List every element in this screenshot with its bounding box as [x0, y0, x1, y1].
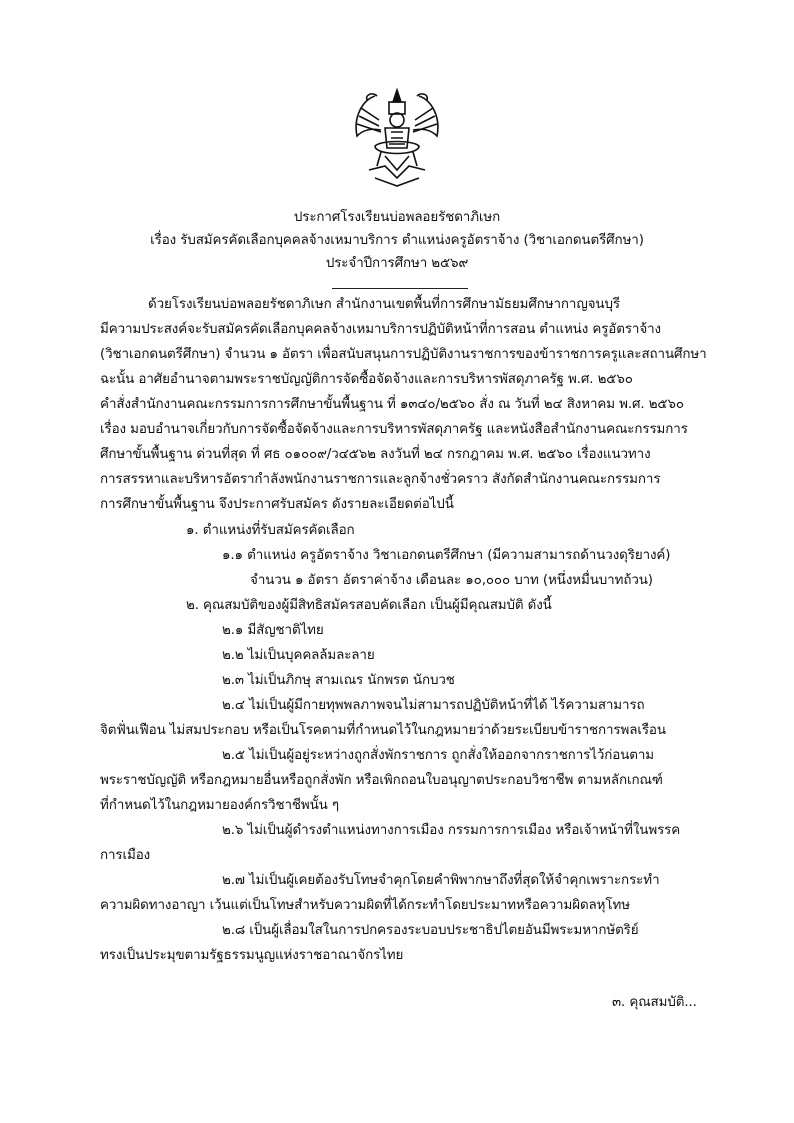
qualification-2-8-line-2: ทรงเป็นประมุขตามรัฐธรรมนูญแห่งราชอาณาจักรไทย: [100, 948, 404, 963]
qualification-2-2: ๒.๒ ไม่เป็นบุคคลล้มละลาย: [222, 648, 375, 663]
continuation-marker: ๓. คุณสมบัติ...: [612, 995, 697, 1010]
intro-line-5: คำสั่งสำนักงานคณะกรรมการการศึกษาขั้นพื้นฐาน ที่ ๑๓๔๐/๒๕๖๐ สั่ง ณ วันที่ ๒๔ สิงหาคม พ.ศ. ๒๕๖๐: [100, 397, 684, 412]
intro-line-6: เรื่อง มอบอำนาจเกี่ยวกับการจัดซื้อจัดจ้างและการบริหารพัสดุภาครัฐ และหนังสือสำนักงานคณะกรรมการ: [100, 422, 688, 437]
intro-line-2: มีความประสงค์จะรับสมัครคัดเลือกบุคคลจ้างเหมาบริการปฏิบัติหน้าที่การสอน ตำแหน่ง ครูอัตราจ้าง: [100, 322, 661, 337]
qualification-2-6-line-2: การเมือง: [100, 848, 151, 863]
academic-year-line: ประจำปีการศึกษา ๒๕๖๙: [325, 256, 469, 271]
qualification-2-1: ๒.๑ มีสัญชาติไทย: [222, 623, 324, 638]
garuda-emblem-icon: [345, 86, 449, 194]
qualification-2-5-line-2: พระราชบัญญัติ หรือกฎหมายอื่นหรือถูกสั่งพัก หรือเพิกถอนใบอนุญาตประกอบวิชาชีพ ตามหลักเกณฑ์: [100, 773, 663, 788]
intro-line-3: (วิชาเอกดนตรีศึกษา) จำนวน ๑ อัตรา เพื่อสนับสนุนการปฏิบัติงานราชการของข้าราชการครูและสถานศึกษา: [100, 347, 707, 362]
intro-line-1: ด้วยโรงเรียนบ่อพลอยรัชดาภิเษก สำนักงานเขตพื้นที่การศึกษามัธยมศึกษากาญจนบุรี: [148, 297, 620, 312]
qualification-2-5-line-3: ที่กำหนดไว้ในกฎหมายองค์กรวิชาชีพนั้น ๆ: [100, 798, 339, 813]
qualification-2-8-line-1: ๒.๘ เป็นผู้เลื่อมใสในการปกครองระบอบประชาธิปไตยอันมีพระมหากษัตริย์: [222, 923, 639, 938]
qualification-2-3: ๒.๓ ไม่เป็นภิกษุ สามเณร นักพรต นักบวช: [222, 673, 455, 688]
qualification-2-6-line-1: ๒.๖ ไม่เป็นผู้ดำรงตำแหน่งทางการเมือง กรรมการการเมือง หรือเจ้าหน้าที่ในพรรค: [222, 823, 681, 838]
intro-line-9: การศึกษาขั้นพื้นฐาน จึงประกาศรับสมัคร ดังรายละเอียดต่อไปนี้: [100, 497, 454, 512]
qualification-2-4-line-2: จิตฟั่นเฟือน ไม่สมประกอบ หรือเป็นโรคตามที่กำหนดไว้ในกฎหมายว่าด้วยระเบียบข้าราชการพลเรือน: [100, 723, 666, 738]
section-1-heading: ๑. ตำแหน่งที่รับสมัครคัดเลือก: [186, 523, 355, 538]
intro-line-7: ศึกษาขั้นพื้นฐาน ด่วนที่สุด ที่ ศธ ๐๑๐๐๙/ว๔๕๖๒ ลงวันที่ ๒๔ กรกฎาคม พ.ศ. ๒๕๖๐ เรื่องแนวทาง: [100, 447, 651, 462]
position-item-1-1: ๑.๑ ตำแหน่ง ครูอัตราจ้าง วิชาเอกดนตรีศึกษา (มีความสามารถด้านวงดุริยางค์): [222, 548, 671, 563]
intro-line-4: ฉะนั้น อาศัยอำนาจตามพระราชบัญญัติการจัดซื้อจัดจ้างและการบริหารพัสดุภาครัฐ พ.ศ. ๒๕๖๐: [100, 372, 633, 387]
section-2-heading: ๒. คุณสมบัติของผู้มีสิทธิสมัครสอบคัดเลือก เป็นผู้มีคุณสมบัติ ดังนี้: [186, 598, 552, 613]
announcement-title: ประกาศโรงเรียนบ่อพลอยรัชดาภิเษก: [293, 210, 501, 225]
qualification-2-5-line-1: ๒.๕ ไม่เป็นผู้อยู่ระหว่างถูกสั่งพักราชการ ถูกสั่งให้ออกจากราชการไว้ก่อนตาม: [222, 748, 655, 763]
qualification-2-7-line-1: ๒.๗ ไม่เป็นผู้เคยต้องรับโทษจำคุกโดยคำพิพากษาถึงที่สุดให้จำคุกเพราะกระทำ: [222, 873, 660, 888]
announcement-subject: เรื่อง รับสมัครคัดเลือกบุคคลจ้างเหมาบริการ ตำแหน่งครูอัตราจ้าง (วิชาเอกดนตรีศึกษา): [150, 233, 644, 248]
intro-line-8: การสรรหาและบริหารอัตรากำลังพนักงานราชการและลูกจ้างชั่วคราว สังกัดสำนักงานคณะกรรมการ: [100, 472, 661, 487]
qualification-2-7-line-2: ความผิดทางอาญา เว้นแต่เป็นโทษสำหรับความผิดที่ได้กระทำโดยประมาทหรือความผิดลหุโทษ: [100, 898, 630, 913]
qualification-2-4-line-1: ๒.๔ ไม่เป็นผู้มีกายทุพพลภาพจนไม่สามารถปฏิบัติหน้าที่ได้ ไร้ความสามารถ: [222, 698, 645, 713]
title-divider: [332, 288, 468, 289]
position-item-1-1-detail: จำนวน ๑ อัตรา อัตราค่าจ้าง เดือนละ ๑๐,๐๐๐ บาท (หนึ่งหมื่นบาทถ้วน): [250, 573, 653, 588]
